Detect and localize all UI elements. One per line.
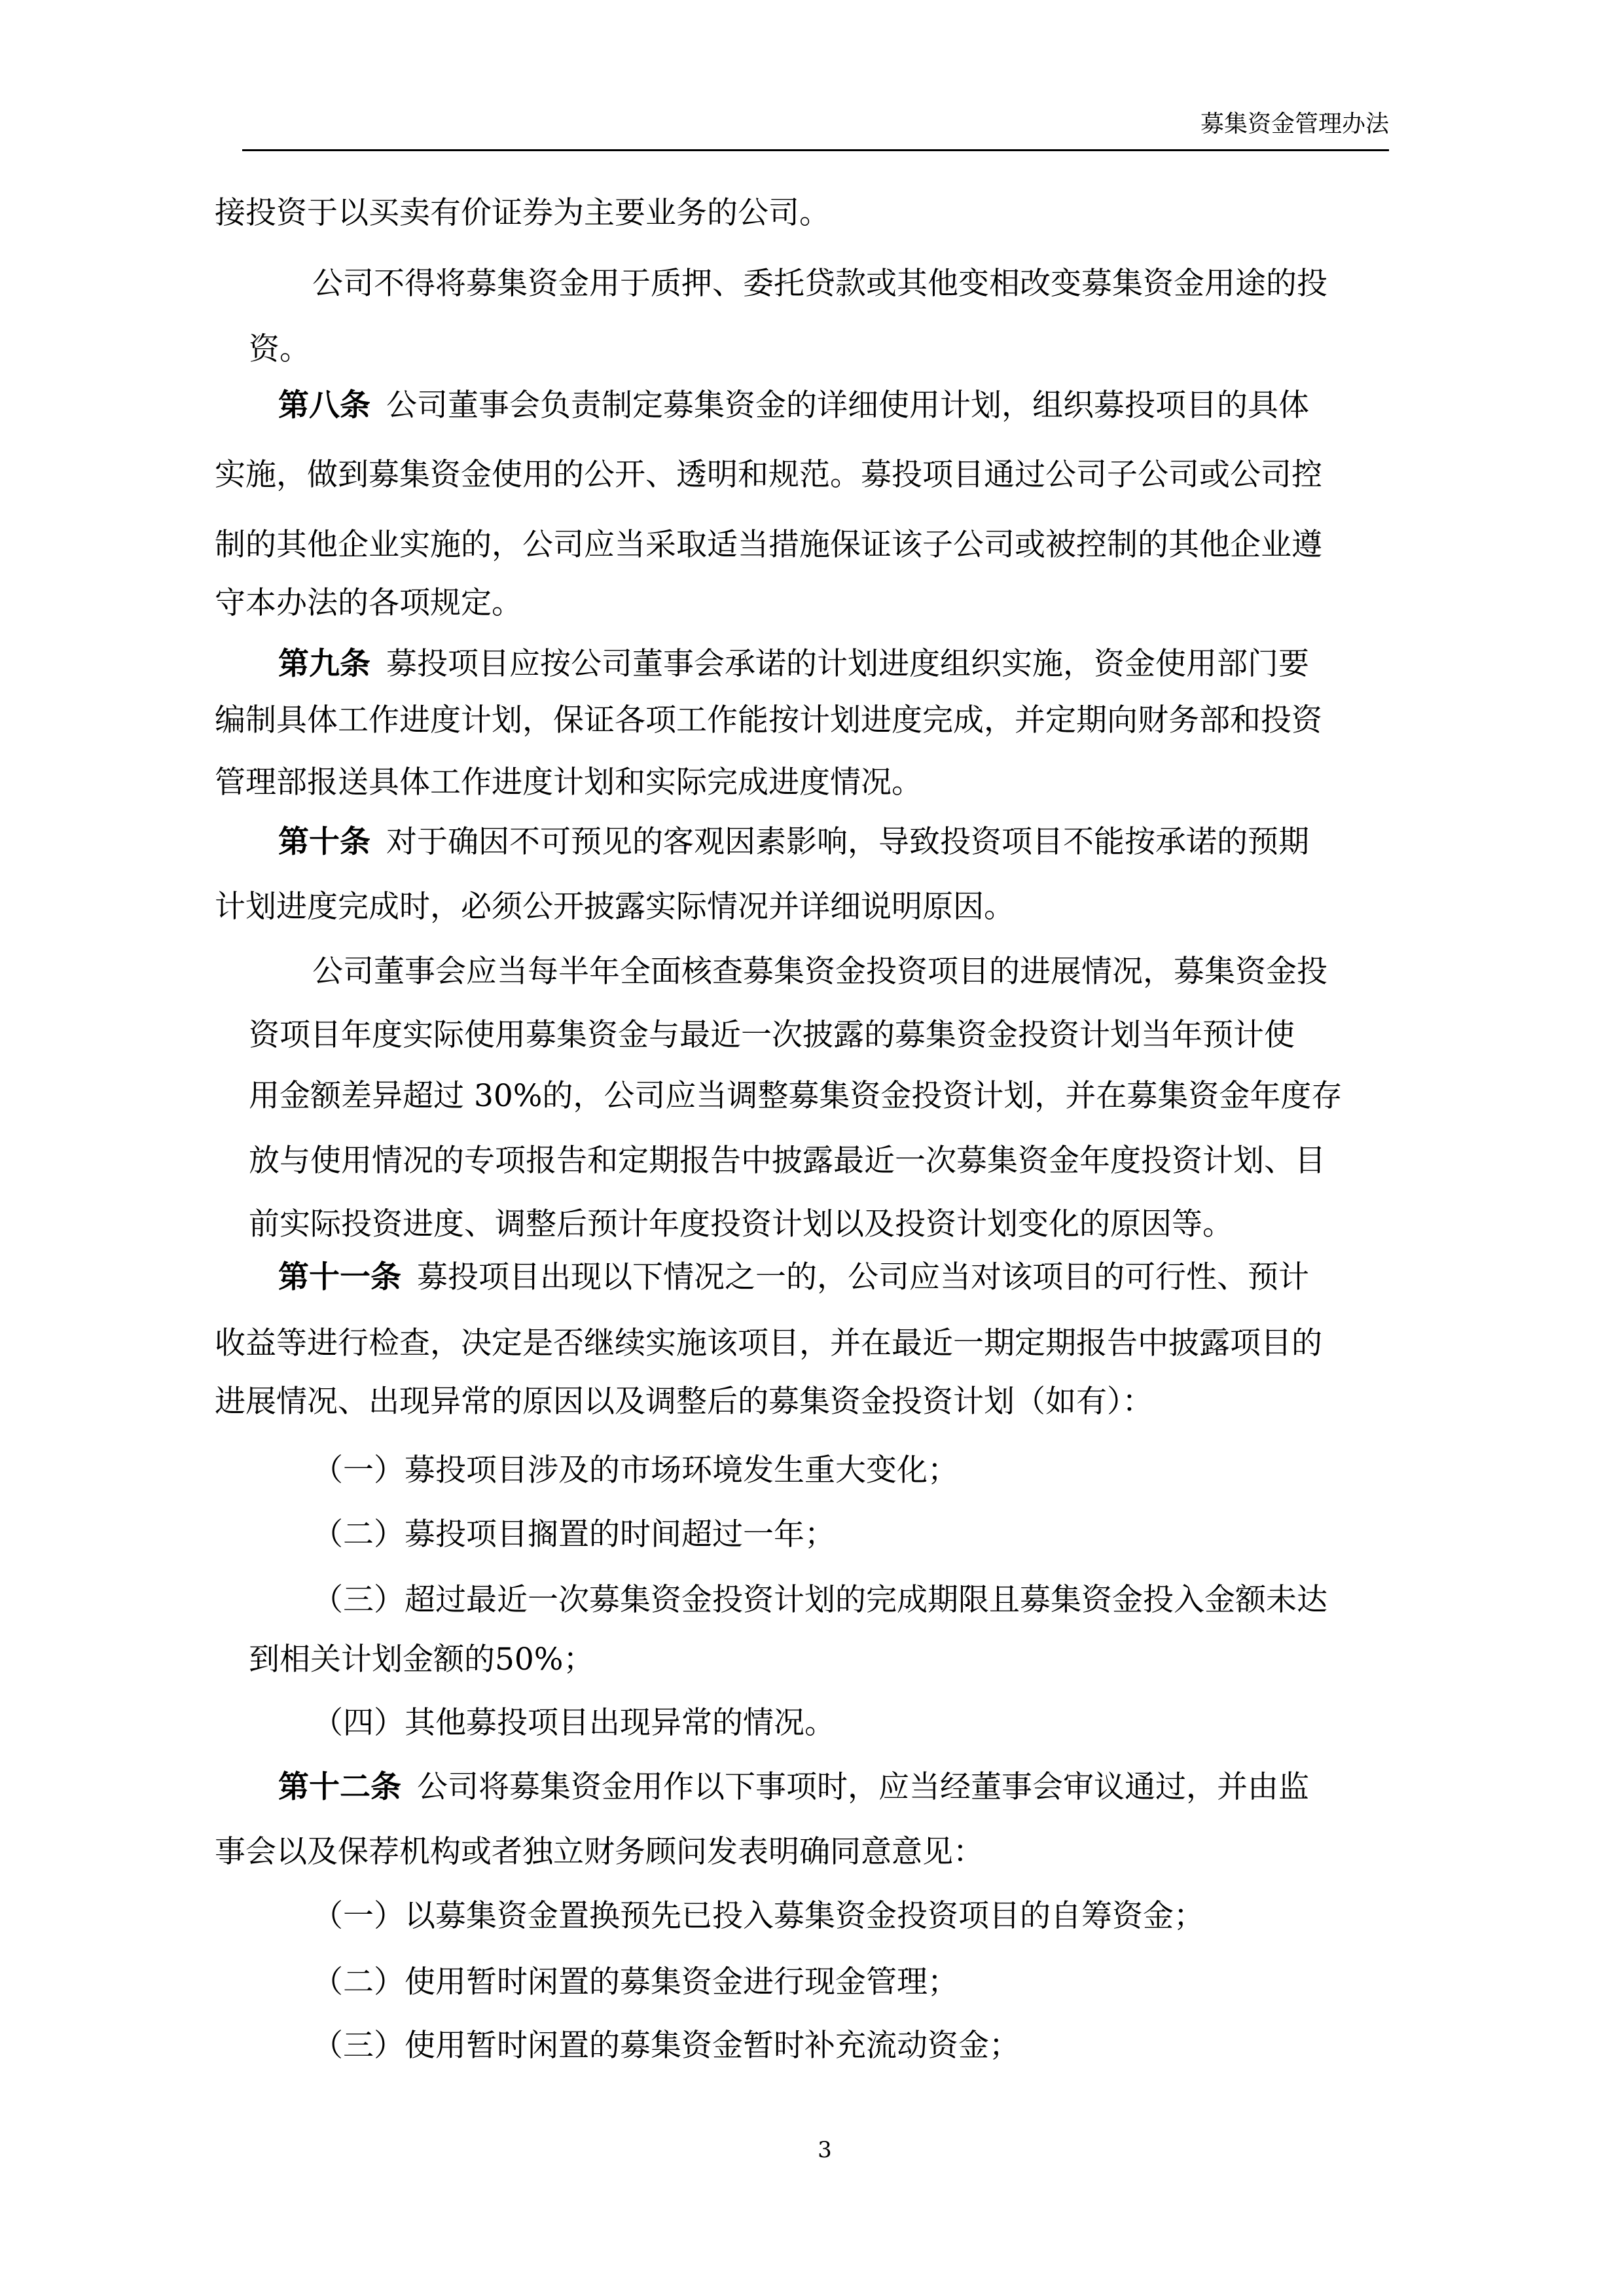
article-11: 第十一条 募投项目出现以下情况之一的，公司应当对该项目的可行性、预计 <box>278 1259 1309 1295</box>
body-line: 前实际投资进度、调整后预计年度投资计划以及投资计划变化的原因等。 <box>249 1206 1233 1242</box>
article-label: 第八条 <box>278 387 370 423</box>
body-line: 编制具体工作进度计划，保证各项工作能按计划进度完成，并定期向财务部和投资 <box>215 702 1322 738</box>
list-item: （三）超过最近一次募集资金投资计划的完成期限且募集资金投入金额未达 <box>312 1582 1327 1618</box>
body-line: 进展情况、出现异常的原因以及调整后的募集资金投资计划（如有）： <box>215 1384 1153 1420</box>
article-9: 第九条 募投项目应按公司董事会承诺的计划进度组织实施，资金使用部门要 <box>278 646 1309 682</box>
list-item: （三）使用暂时闲置的募集资金暂时补充流动资金； <box>312 2028 1020 2064</box>
body-line: 制的其他企业实施的，公司应当采取适当措施保证该子公司或被控制的其他企业遵 <box>215 527 1322 563</box>
list-item-continued: 到相关计划金额的50%； <box>249 1641 594 1677</box>
body-line: 计划进度完成时，必须公开披露实际情况并详细说明原因。 <box>215 889 1015 925</box>
body-line: 放与使用情况的专项报告和定期报告中披露最近一次募集资金年度投资计划、目 <box>249 1143 1326 1179</box>
article-12: 第十二条 公司将募集资金用作以下事项时，应当经董事会审议通过，并由监 <box>278 1769 1309 1805</box>
body-line: 接投资于以买卖有价证券为主要业务的公司。 <box>215 195 830 231</box>
body-line: 守本办法的各项规定。 <box>215 585 522 621</box>
list-item: （一）募投项目涉及的市场环境发生重大变化； <box>312 1452 958 1488</box>
article-label: 第十二条 <box>278 1769 401 1805</box>
body-line: 资。 <box>249 331 310 367</box>
body-line: 收益等进行检查，决定是否继续实施该项目，并在最近一期定期报告中披露项目的 <box>215 1325 1322 1361</box>
header-title: 募集资金管理办法 <box>1200 111 1389 137</box>
body-line: 实施，做到募集资金使用的公开、透明和规范。募投项目通过公司子公司或公司控 <box>215 457 1322 493</box>
body-line: 管理部报送具体工作进度计划和实际完成进度情况。 <box>215 764 922 800</box>
list-item: （二）使用暂时闲置的募集资金进行现金管理； <box>312 1964 958 2000</box>
page-number: 3 <box>818 2137 832 2163</box>
list-item: （四）其他募投项目出现异常的情况。 <box>312 1705 835 1741</box>
body-line: 事会以及保荐机构或者独立财务顾问发表明确同意意见： <box>215 1834 984 1870</box>
body-line: 公司董事会应当每半年全面核查募集资金投资项目的进展情况，募集资金投 <box>312 954 1327 990</box>
article-label: 第十条 <box>278 824 370 860</box>
article-10: 第十条 对于确因不可预见的客观因素影响，导致投资项目不能按承诺的预期 <box>278 824 1309 860</box>
article-label: 第十一条 <box>278 1259 401 1295</box>
list-item: （一）以募集资金置换预先已投入募集资金投资项目的自筹资金； <box>312 1898 1204 1934</box>
article-label: 第九条 <box>278 646 370 682</box>
body-line: 公司不得将募集资金用于质押、委托贷款或其他变相改变募集资金用途的投 <box>312 266 1327 302</box>
header-rule <box>242 149 1389 151</box>
body-line: 用金额差异超过 30%的，公司应当调整募集资金投资计划，并在募集资金年度存 <box>249 1078 1343 1114</box>
body-line: 资项目年度实际使用募集资金与最近一次披露的募集资金投资计划当年预计使 <box>249 1017 1295 1053</box>
article-8: 第八条 公司董事会负责制定募集资金的详细使用计划，组织募投项目的具体 <box>278 387 1309 423</box>
list-item: （二）募投项目搁置的时间超过一年； <box>312 1516 835 1552</box>
